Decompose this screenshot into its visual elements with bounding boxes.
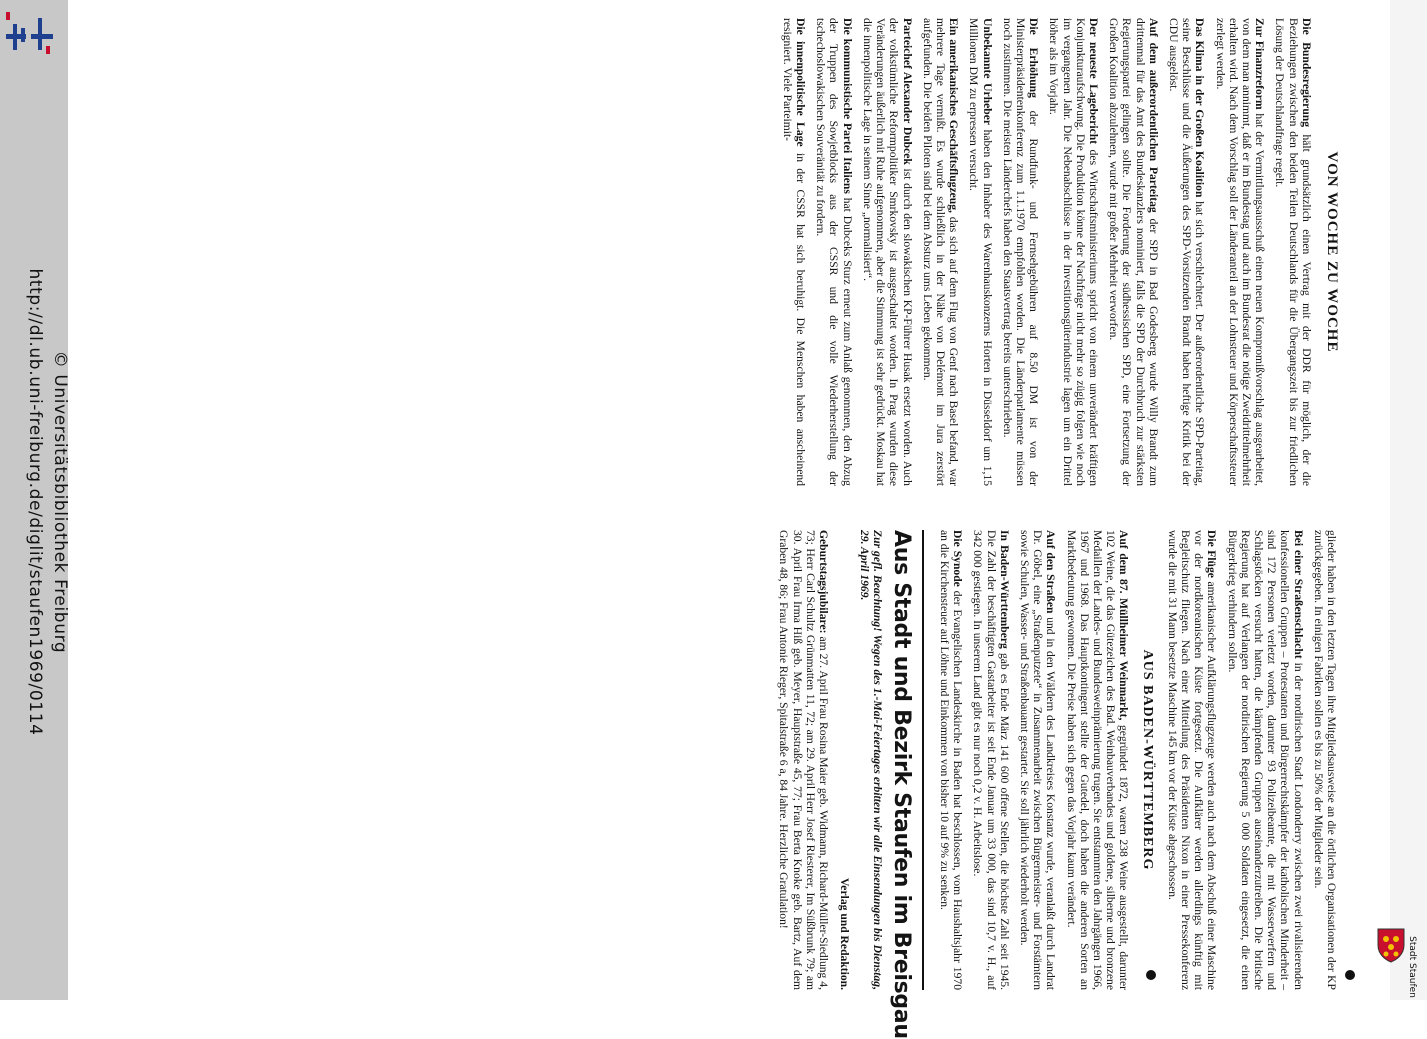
paragraph <box>814 18 854 486</box>
paragraph <box>1213 18 1266 486</box>
holiday-notice: Zur gefl. Beachtung! Wegen des 1.-Mai-Feiertages erbitten wir alle Einsendungen bis Dienstag, 29. April 1969. <box>857 530 884 990</box>
column-left <box>774 18 1338 486</box>
text: der SPD in Bad Godesberg wurde Willy Brandt zum drittenmal für das Amt des Bundeskanzlers nominiert, falls die SPD der Durchbruch zur stärksten Regierungspartei gelingen sollte. Die Forderung der südhessischen SPD, eine Fortsetzung der Großen Koalition abzulehnen, wurde mit großer Mehrheit verworfen. <box>1107 18 1160 487</box>
text: glieder haben in den letzten Tagen ihre Mitgliedsausweise an die örtlichen Organisationen der KP zurückgegeben. In einigen Fabriken sollen es bis zu 50% der Mitglieder sein. <box>1311 530 1338 990</box>
text: gab es Ende März 141 600 offene Stellen, die höchste Zahl seit 1945. Die Zahl der beschäftigten Gastarbeiter ist seit Ende Januar um 33 000, das sind 10,7 v. H., auf 342 000 gestiegen. In unserem Land gibt es nur noch 0,2 v. H. Arbeitslose. <box>971 530 1011 990</box>
text: der Evangelischen Landeskirche in Baden hat beschlossen, vom Haushaltsjahr 1970 an die Kirchensteuer auf Löhne und Einkommen von bisher 10 auf 9% zu senken. <box>937 530 965 990</box>
text: des Wirtschaftsministeriums spricht von einem unverändert kräftigen Konjunkturaufschwung. Die Produktion könne der Nachfrage nicht mehr so zügig folgen wie noch im vergangenen Jahr. Die Nebenabschlüsse in der Investitionsgüterindustrie lagen um ein Drittel höher als im Vorjahr. <box>1047 18 1100 486</box>
paragraph <box>938 530 964 990</box>
lead: Auf dem 87. Müllheimer Weinmarkt, <box>1117 530 1131 721</box>
stadt-staufen-stamp <box>1394 905 1426 998</box>
paragraph <box>777 530 830 990</box>
text: ist durch den slowakischen KP-Führer Husak ersetzt worden. Auch der volkstümliche Reformpolitiker Smrkovsky ist ausgeschaltet worden. In Prag wurden diese Veränderungen äußerlich mit Ruhe aufgenommen, aber die Stimmung ist sehr gedrückt. Moskau hat die innenpolitische Lage in seinem Sinne „normalisiert“. <box>860 18 914 486</box>
paragraph <box>1001 18 1041 486</box>
text: amerikanischer Aufklärungsflugzeuge werden auch nach dem Abschuß einer Maschine vor der nordkoreanischen Küste fortgesetzt. Die Aufklärer werden allerdings künftig mit Begleitschutz fliegen. Nach einer Mitteilung des Präsidenten Nixon in einer Pressekonferenz wurde die mit 31 Mann besetzte Maschine 145 km vor der Küste abgeschossen. <box>1165 530 1219 990</box>
paragraph <box>781 18 807 486</box>
paragraph <box>1018 530 1058 990</box>
lead: Geburtstagsjubilare: <box>817 530 831 634</box>
lead: Die kommunistische Partei Italiens <box>840 18 854 194</box>
lead: Der neueste Lagebericht <box>1086 18 1100 145</box>
signature: Verlag und Redaktion. <box>838 878 852 990</box>
paragraph <box>1167 18 1207 486</box>
lead: Die innenpolitische Lage <box>794 18 808 147</box>
lead: Bei einer Straßenschlacht <box>1291 530 1305 659</box>
lead: Zur Finanzreform <box>1253 18 1267 110</box>
staufen-coat-of-arms-icon <box>1376 927 1406 963</box>
lead: Unbekannte Urheber <box>980 18 994 125</box>
copyright-text: © Universitätsbibliothek Freiburg <box>50 350 70 654</box>
right-margin <box>1390 0 1427 1000</box>
heading-aus-baden-wuerttemberg: AUS BADEN-WÜRTTEMBERG <box>1139 649 1155 871</box>
paragraph <box>1064 530 1130 990</box>
text: haben den Inhaber des Warenhauskonzerns Horten in Düsseldorf um 1,15 Millionen DM zu erpressen versucht. <box>967 18 994 486</box>
text: am 27. April Frau Rosina Maier geb. Widmann, Richard-Müller-Siedlung 4, 73; Herr Carl Schultz Grünmatten 11, 72; am 29. April Herr Josef Riesterer, Im Süßbrunk 79; am 30. April Frau Irma Hiß geb. Meyer, Hauptstraße 45, 77; Frau Berta Knoke geb. Bartz, Auf dem Graben 48, 86; Frau Antonie Rieger, Spitalstraße 6 a, 84 Jahre. Herzliche Gratulation! <box>777 530 831 990</box>
text: hat sich verschlechtert. Der außerordentliche SPD-Parteitag, seine Beschlüsse und die Äußerungen des SPD-Vorsitzenden Brandt haben heftige Kritik bei der CDU ausgelöst. <box>1166 18 1207 486</box>
paragraph <box>1312 530 1338 990</box>
text: gegründet 1872, waren 238 Weine ausgestellt, darunter 102 Weine, die das Gütezeichen des Bad. Weinbauverbandes und goldene, silberne und bronzene Medaillen der Landes- und Bundesweinprämierung trugen. Sie entstammten den Jahrgängen 1966, 1967 und 1968. Das Hauptkontingent stellte der Gutedel, doch haben die anderen Sorten an Marktbedeutung gewonnen. Die Preise haben sich gegen das Vorjahr kaum verändert. <box>1064 530 1131 990</box>
text: hat Dubceks Sturz erneut zum Anlaß genommen, den Abzug der Truppen des Sowjetblocks aus der CSSR und die volle Wiederherstellung der tschechoslowakischen Souveränität zu fordern. <box>814 18 854 486</box>
lead: Die Synode <box>951 530 965 587</box>
lead: Die Bundesregierung <box>1299 18 1313 128</box>
paragraph <box>1225 530 1304 990</box>
lead: Das Klima in der Großen Koalition <box>1193 18 1207 198</box>
text: in der nordirischen Stadt Londonderry zwischen zwei rivalisierenden konfessionellen Gruppen – Protestanten und Bürgerrechtskämpfer der katholischen Minderheit – sind 172 Personen verletzt worden, darunter 93 Polizeibeamte, die mit Wasserwerfern und Schlagstöcken versucht hatten, die kämpfenden Gruppen auseinanderzutreiben. Die britische Regierung hat auf Verlangen der nordirischen Regierung 5 000 Soldaten eingesetzt, die einen Bürgerkrieg verhindern sollen. <box>1225 530 1305 990</box>
local-news-title: Aus Stadt und Bezirk Staufen im Breisgau <box>888 530 914 1039</box>
lead: Ein amerikanisches Geschäftsflugzeug, <box>947 18 961 213</box>
lead: Die Erhöhung <box>1027 18 1041 98</box>
paragraph <box>1166 530 1219 990</box>
document-url[interactable] <box>23 12 47 992</box>
punch-hole <box>1345 970 1355 980</box>
lead: In Baden-Württemberg <box>997 530 1011 649</box>
lead: Auf dem außerordentlichen Parteitag <box>1146 18 1160 213</box>
paragraph <box>1047 18 1100 486</box>
paragraph <box>1107 18 1160 486</box>
paragraph <box>861 18 914 486</box>
paragraph <box>971 530 1011 990</box>
paragraph <box>967 18 993 486</box>
copyright-notice <box>48 12 72 992</box>
newspaper-page <box>120 0 1350 1039</box>
text: hält grundsätzlich einen Vertrag mit der DDR für möglich, der die Beziehungen zwischen den beiden Teilen Deutschlands für die Übergangszeit bis zur friedlichen Lösung der Deutschlandfrage regelt. <box>1273 18 1313 486</box>
text: und in den Wäldern des Landkreises Konstanz wurde, veranlaßt durch Landrat Dr. Göbel, eine „Straßenputzete“ in Zusammenarbeit zwischen Bürgermeister- und Forstämtern sowie Schulen, Wasser- und Straßenbauamt gestartet. Sie soll jährlich wiederholt werden. <box>1017 530 1058 990</box>
paragraph <box>921 18 961 486</box>
punch-hole <box>1146 970 1156 980</box>
text: in der CSSR hat sich beruhigt. Die Menschen haben anscheinend resigniert. Viele Parteimit- <box>780 18 808 486</box>
heading-von-woche-zu-woche: VON WOCHE ZU WOCHE <box>1324 151 1340 353</box>
rotated-page-content <box>120 0 1350 1039</box>
lead: Auf den Straßen <box>1044 530 1058 614</box>
text: hat der Vermittlungsausschuß einen neuen Kompromißvorschlag ausgearbeitet, von dem man annimmt, daß er im Bundestag und auch im Bundesrat die nötige Zweidrittelmehrheit erhalten wird. Nach dem Vorschlag soll der Länderanteil an der Lohnsteuer und Körperschaftssteuer zerlegt werden. <box>1213 18 1267 486</box>
text: der Rundfunk- und Fernsehgebühren auf 8.50 DM ist von der Ministerpräsidentenkonferenz zum 1.1.1970 empfohlen worden. Die Länderparlamente müssen noch zustimmen. Die meisten Länderchefs haben den Staatsvertrag bereits unterschrieben. <box>1000 18 1041 487</box>
paragraph <box>1273 18 1313 486</box>
column-right <box>770 530 1338 1039</box>
viewer-sidebar <box>0 0 68 1000</box>
lead: Die Flüge <box>1205 530 1219 578</box>
document-url-text[interactable]: http://dl.ub.uni-freiburg.de/diglit/staufen1969/0114 <box>25 268 45 736</box>
lead: Parteichef Alexander Dubcek <box>900 18 914 165</box>
divider <box>922 530 924 990</box>
text: das sich auf dem Flug von Genf nach Basel befand, war mehrere Tage vermißt. Es wurde schließlich in der Nähe von Delémont im Jura zerstört aufgefunden. Die beiden Piloten sind bei dem Absturz ums Leben gekommen. <box>920 18 961 486</box>
stamp-label: Stadt Staufen <box>1407 936 1417 998</box>
